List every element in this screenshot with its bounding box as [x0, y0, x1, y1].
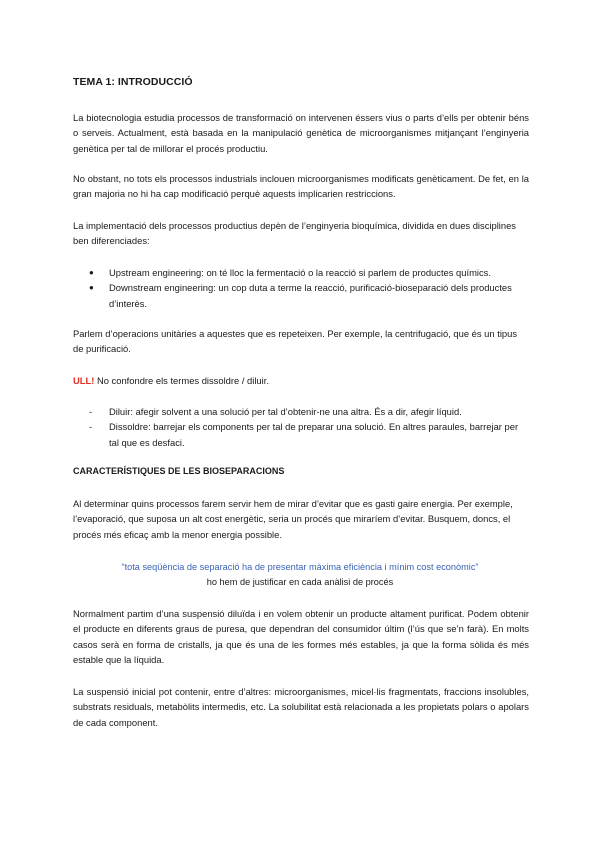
paragraph-energy: Al determinar quins processos farem servir hem de mirar d’evitar que es gasti gaire energia. Per exemple, l’evaporació, que suposa un alt cost energètic, seria un procés que miraríem d’evitar. Busquem, doncs, el procés més eficaç amb la menor energia possible. [73, 498, 513, 540]
dash-icon: - [89, 421, 93, 433]
dash-icon: - [89, 406, 93, 417]
page-title: TEMA 1: INTRODUCCIÓ [73, 76, 193, 88]
bullet-icon: ● [89, 268, 94, 277]
terms-list [73, 404, 529, 450]
paragraph-purification: Normalment partim d’una suspensió diluïda i en volem obtenir un producte altament purificat. Podem obtenir el producte en diferents graus de puresa, que dependran del consumidor últim (l’ús que se’n farà). En molts casos serà en forma de cristalls, ja que és una de les formes més estables, ja que la forma sòlida és més estable que la líquida. [73, 608, 529, 665]
paragraph-gmo: No obstant, no tots els processos industrials inclouen microorganismes modificats genèticament. De fet, en la gran majoria no hi ha cap modificació perquè aquests implicarien restriccions. [73, 173, 529, 200]
paragraph-unit-operations: Parlem d’operacions unitàries a aquestes que es repeteixen. Per exemple, la centrifugació, que és un tipus de purificació. [73, 328, 518, 355]
paragraph-suspension: La suspensió inicial pot contenir, entre d’altres: microorganismes, micel·lis fragmentats, fraccions insolubles, substrats residuals, metabòlits intermedis, etc. La solubilitat està relacionada a les propietats polars o apolars de cada component. [73, 686, 529, 728]
warning-text: No confondre els termes dissoldre / diluir. [94, 375, 269, 386]
list-item [73, 404, 529, 419]
quote-line: “tota seqüència de separació ha de presentar màxima eficiència i mínim cost econòmic” [121, 562, 479, 572]
warning-label: ULL! [73, 375, 95, 386]
list-item [73, 265, 529, 280]
list-item-text: Downstream engineering: un cop duta a terme la reacció, purificació-bioseparació dels productes d’interès. [109, 282, 512, 309]
list-item-text: Dissoldre: barrejar els components per tal de preparar una solució. En altres paraules, barrejar per tal que es desfaci. [109, 421, 519, 448]
engineering-list [73, 265, 529, 311]
list-item-text: Upstream engineering: on té lloc la fermentació o la reacció si parlem de productes químics. [109, 267, 491, 278]
quote-caption: ho hem de justificar en cada anàlisi de procés [206, 577, 394, 587]
paragraph-implementation: La implementació dels processos productius depèn de l’enginyeria bioquímica, dividida en dues disciplines ben diferenciades: [73, 220, 516, 247]
bullet-icon: ● [89, 283, 94, 293]
list-item-text: Diluir: afegir solvent a una solució per tal d’obtenir-ne una altra. És a dir, afegir líquid. [109, 406, 462, 417]
section-title: CARACTERÍSTIQUES DE LES BIOSEPARACIONS [73, 466, 285, 476]
list-item [73, 419, 529, 450]
warning-note [73, 373, 529, 388]
quote-block [0, 560, 600, 590]
paragraph-intro: La biotecnologia estudia processos de transformació on intervenen éssers vius o parts d’ells per obtenir béns o serveis. Actualment, està basada en la manipulació genètica de microorganismes mitjançant l’enginyeria genètica per tal de millorar el procés productiu. [73, 112, 529, 154]
list-item [73, 280, 529, 311]
